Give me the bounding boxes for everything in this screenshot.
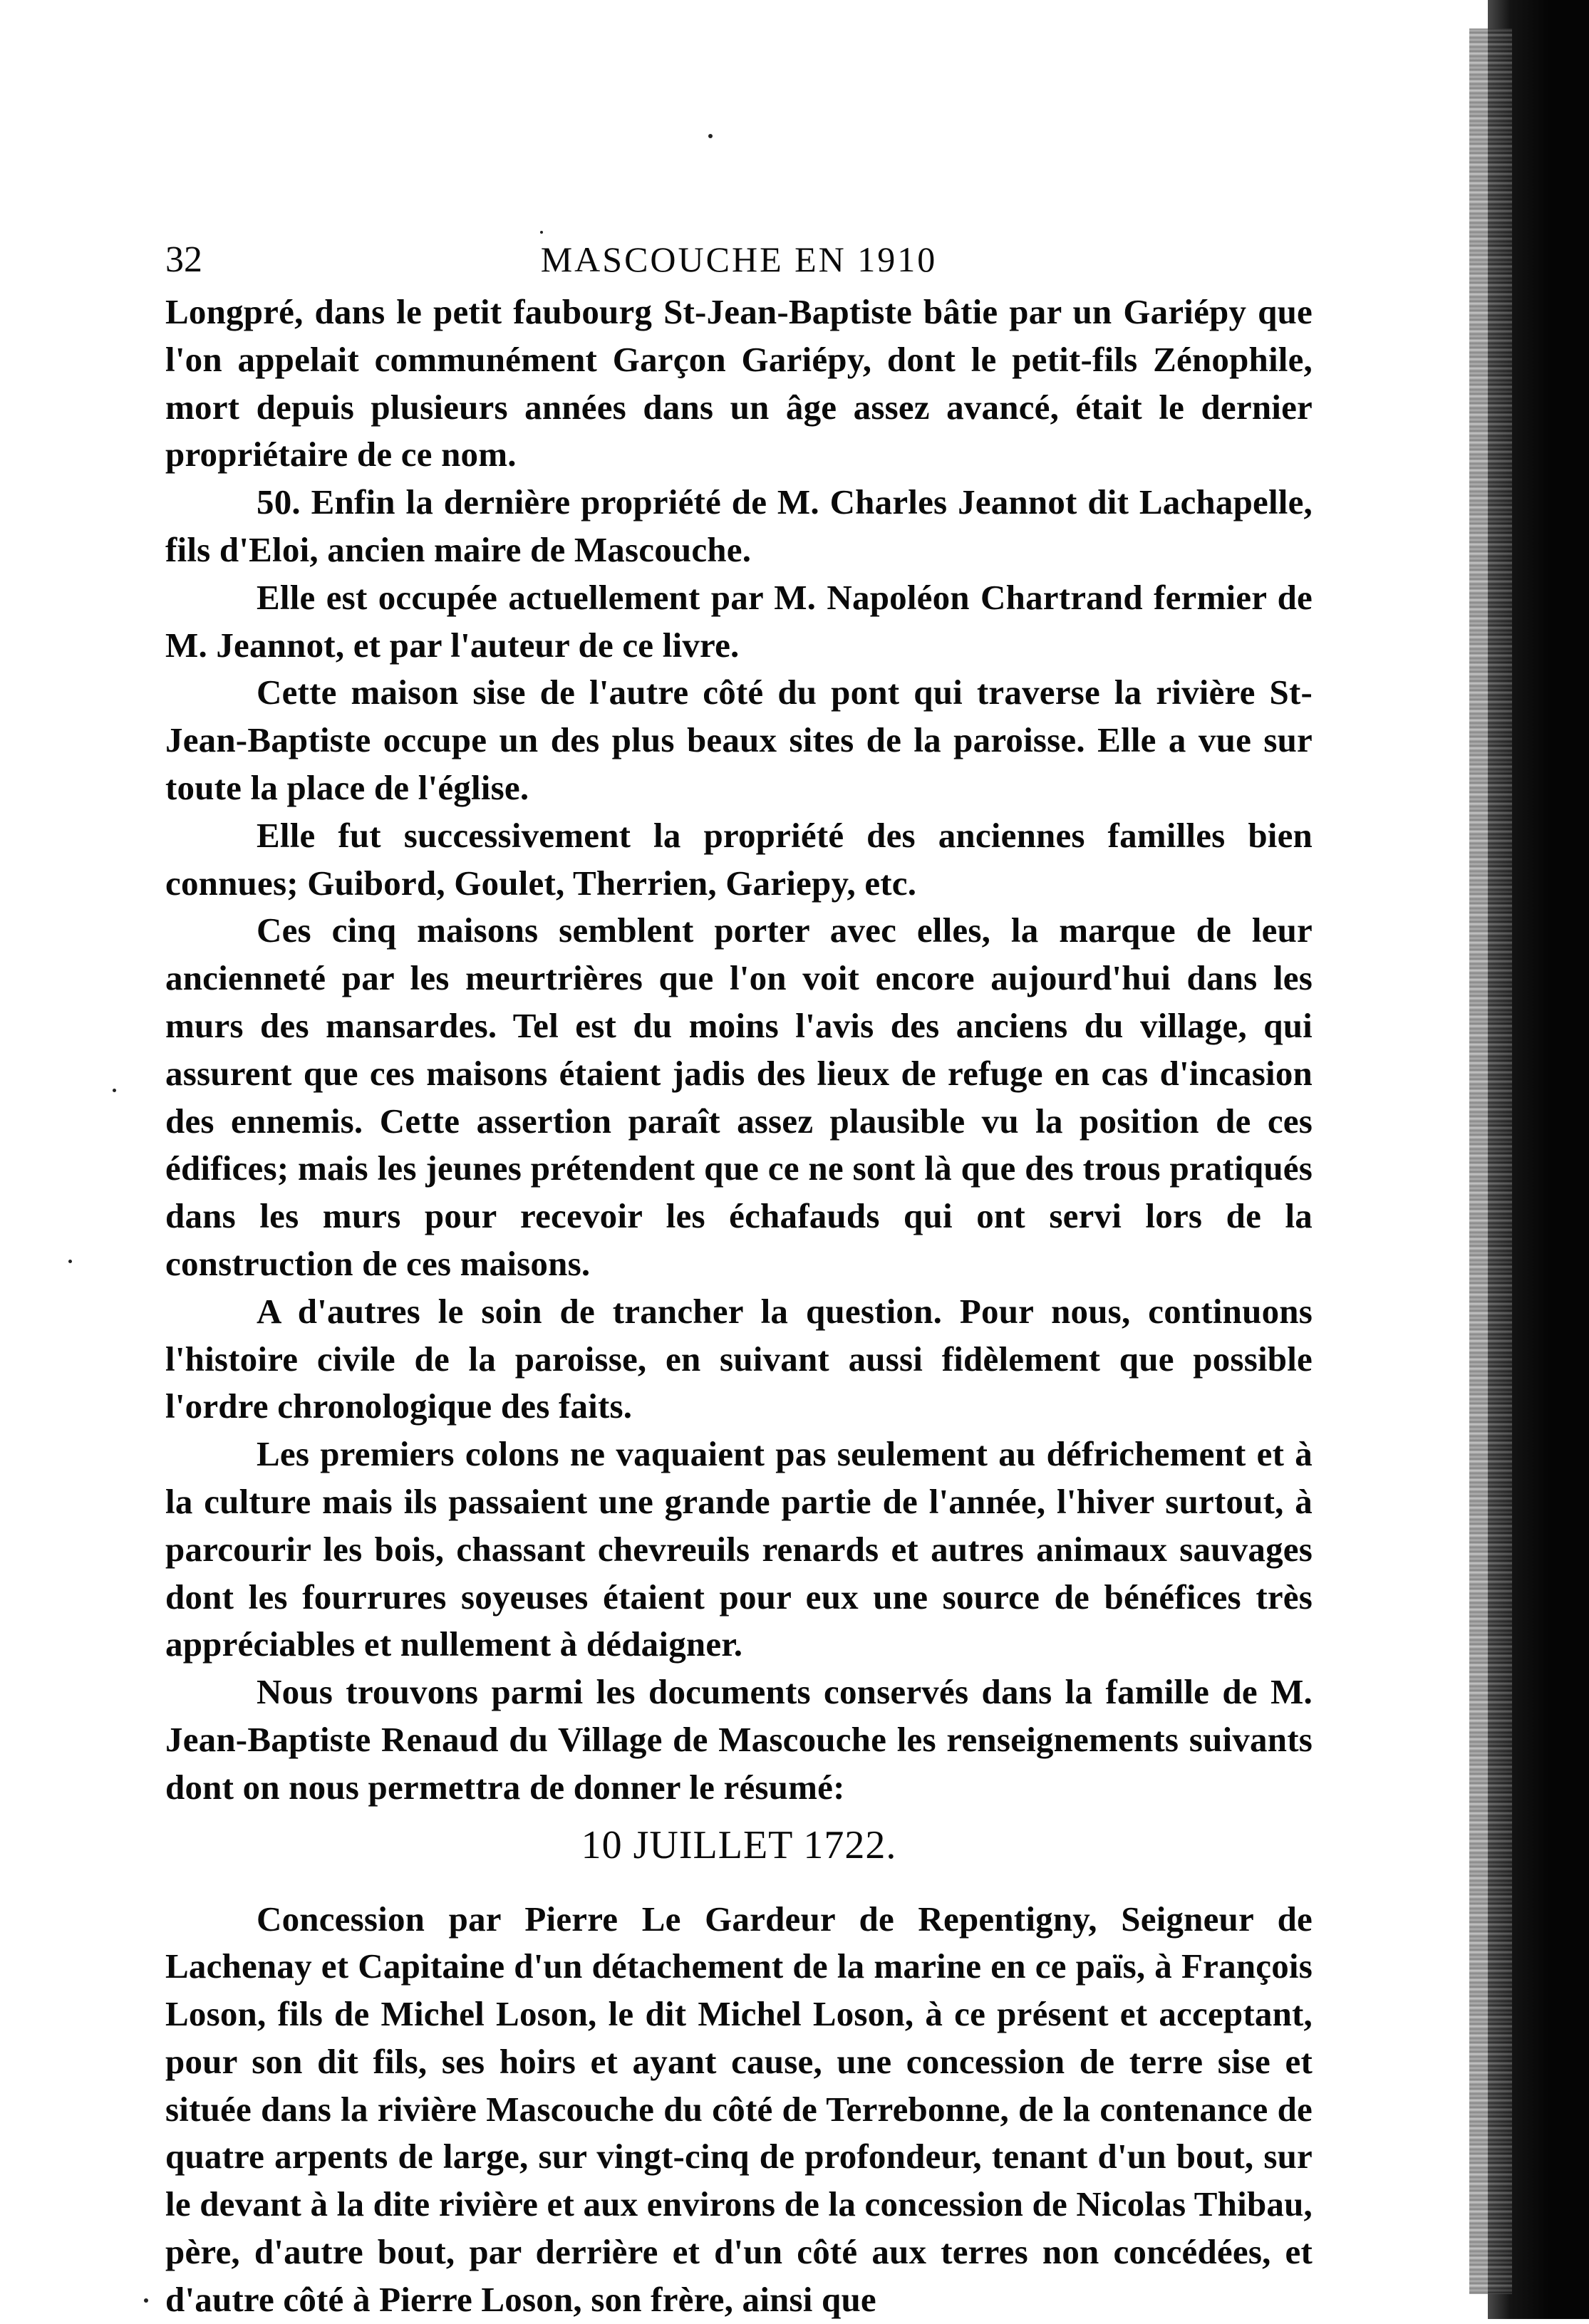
page-header <box>165 239 1313 289</box>
paragraph-premiers-colons: Les premiers colons ne vaquaient pas seulement au défrichement et à la culture mais ils passaient une grande partie de l'année, l'hiver surtout, à parcourir les bois, chassant chevreuils renards et autres animaux sauvages dont les fourrures soyeuses étaient pour eux une source de bénéfices très appréciables et nullement à dédaigner. <box>165 1434 1313 1664</box>
scan-margin-texture <box>1469 28 1512 2294</box>
paragraph-longpre: Longpré, dans le petit faubourg St-Jean-Baptiste bâtie par un Gariépy que l'on appelait communément Garçon Gariépy, dont le petit-fils Zénophile, mort depuis plusieurs années dans un âge assez avancé, était le dernier propriétaire de ce nom. <box>165 292 1313 474</box>
scan-speck <box>708 134 713 138</box>
paragraph-question: A d'autres le soin de trancher la question. Pour nous, continuons l'histoire civile de la paroisse, en suivant aussi fidèlement que possible l'ordre chronologique des faits. <box>165 1291 1313 1426</box>
paragraph-chartrand: Elle est occupée actuellement par M. Napoléon Chartrand fermier de M. Jeannot, et par l'auteur de ce livre. <box>165 577 1313 665</box>
scan-speck <box>113 1089 116 1092</box>
date-heading: 10 JUILLET 1722. <box>581 1822 897 1867</box>
scan-speck <box>144 2298 148 2303</box>
scan-speck <box>540 231 543 234</box>
paragraph-documents: Nous trouvons parmi les documents conservés dans la famille de M. Jean-Baptiste Renaud du Village de Mascouche les renseignements suivants dont on nous permettra de donner le résumé: <box>165 1672 1313 1807</box>
page-number: 32 <box>165 239 202 280</box>
paragraph-familles: Elle fut successivement la propriété des anciennes familles bien connues; Guibord, Goulet, Therrien, Gariepy, etc. <box>165 815 1313 903</box>
paragraph-concession: Concession par Pierre Le Gardeur de Repentigny, Seigneur de Lachenay et Capitaine d'un détachement de la marine en ce païs, à François Loson, fils de Michel Loson, le dit Michel Loson, à ce présent et acceptant, pour son dit fils, ses hoirs et ayant cause, une concession de terre sise et située dans la rivière Mascouche du côté de Terrebonne, de la contenance de quatre arpents de large, sur vingt-cinq de profondeur, tenant d'un bout, sur le devant à la dite rivière et aux environs de la concession de Nicolas Thibau, père, d'autre bout, par derrière et d'un côté aux terres non concédées, et d'autre côté à Pierre Loson, son frère, ainsi que <box>165 1899 1313 2319</box>
running-title: MASCOUCHE EN 1910 <box>540 239 938 279</box>
body-text <box>165 289 1313 2324</box>
paragraph-maison-sise: Cette maison sise de l'autre côté du pont qui traverse la rivière St-Jean-Baptiste occupe un des plus beaux sites de la paroisse. Elle a vue sur toute la place de l'église. <box>165 673 1313 807</box>
scan-speck <box>68 1260 72 1263</box>
paragraph-jeannot: 50. Enfin la dernière propriété de M. Charles Jeannot dit Lachapelle, fils d'Eloi, ancien maire de Mascouche. <box>165 482 1313 569</box>
paragraph-cinq-maisons: Ces cinq maisons semblent porter avec elles, la marque de leur ancienneté par les meurtrières que l'on voit encore aujourd'hui dans les murs des mansardes. Tel est du moins l'avis des anciens du village, qui assurent que ces maisons étaient jadis des lieux de refuge en cas d'incasion des ennemis. Cette assertion paraît assez plausible vu la position de ces édifices; mais les jeunes prétendent que ce ne sont là que des trous pratiqués dans les murs pour recevoir les échafauds qui ont servi lors de la construction de ces maisons. <box>165 911 1313 1283</box>
